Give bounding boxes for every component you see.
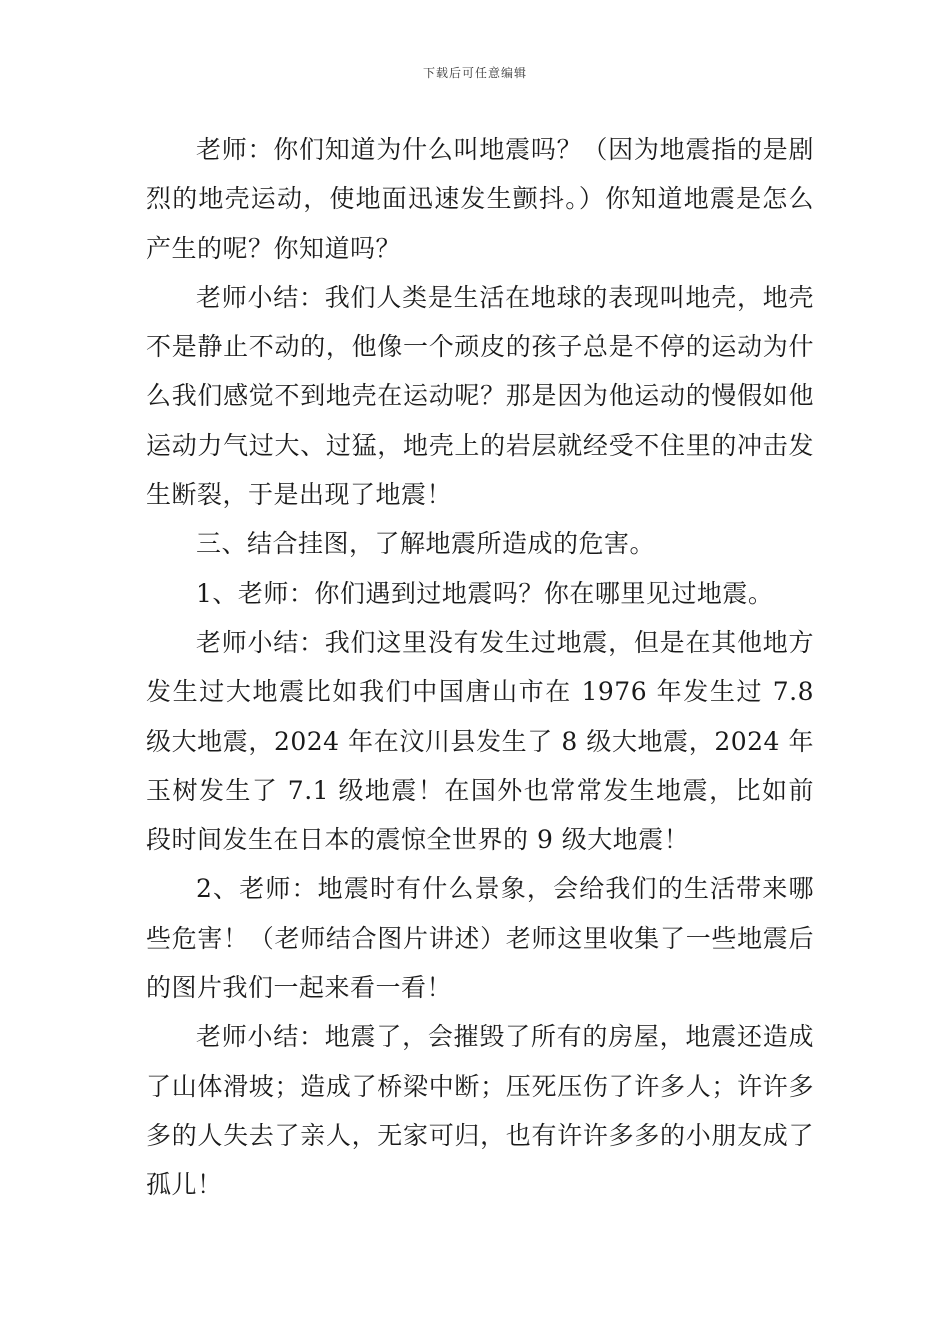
document-body bbox=[146, 125, 814, 1210]
paragraph-section-three-heading: 三、结合挂图，了解地震所造成的危害。 bbox=[196, 529, 656, 559]
paragraph-teacher-summary-history: 老师小结：我们这里没有发生过地震，但是在其他地方发生过大地震比如我们中国唐山市在 1976 年发生过 7.8 级大地震，2024 年在汶川县发生了 8 级大地震，2024 年玉树发生了 7.1 级地震！在国外也常常发生地震，比如前段时间发生在日本的震惊全世界的 9 级大地震！ bbox=[146, 627, 814, 855]
page-header: 下载后可任意编辑 bbox=[422, 66, 527, 80]
paragraph-why-earthquake: 老师：你们知道为什么叫地震吗？（因为地震指的是剧烈的地壳运动，使地面迅速发生颤抖。）你知道地震是怎么产生的呢？你知道吗？ bbox=[146, 135, 814, 263]
paragraph-teacher-summary-damage: 老师小结：地震了，会摧毁了所有的房屋，地震还造成了山体滑坡；造成了桥梁中断；压死压伤了许多人；许许多多的人失去了亲人，无家可归，也有许许多多的小朋友成了孤儿！ bbox=[146, 1022, 814, 1200]
paragraph-question-two: 2、老师：地震时有什么景象，会给我们的生活带来哪些危害！（老师结合图片讲述）老师这里收集了一些地震后的图片我们一起来看一看！ bbox=[146, 874, 814, 1003]
paragraph-teacher-summary-crust: 老师小结：我们人类是生活在地球的表现叫地壳，地壳不是静止不动的，他像一个顽皮的孩子总是不停的运动为什么我们感觉不到地壳在运动呢？那是因为他运动的慢假如他运动力气过大、过猛，地壳上的岩层就经受不住里的冲击发生断裂，于是出现了地震！ bbox=[146, 282, 814, 510]
paragraph-question-one: 1、老师：你们遇到过地震吗？你在哪里见过地震。 bbox=[196, 578, 774, 608]
